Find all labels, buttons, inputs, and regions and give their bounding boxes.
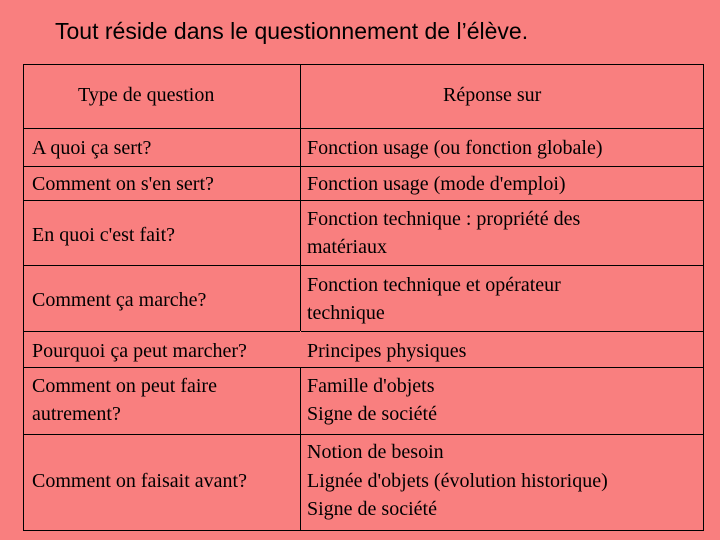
- row-divider: [23, 367, 704, 368]
- question-cell: En quoi c'est fait?: [32, 224, 175, 246]
- question-cell: A quoi ça sert?: [32, 137, 152, 159]
- divider-gap: [300, 331, 301, 367]
- row-divider: [23, 265, 704, 266]
- question-cell: Comment on peut faire: [32, 375, 217, 397]
- slide-title: Tout réside dans le questionnement de l’élève.: [55, 18, 529, 44]
- row-divider: [23, 331, 704, 332]
- question-cell: Comment on faisait avant?: [32, 470, 247, 492]
- answer-cell: Principes physiques: [307, 340, 467, 362]
- question-cell: autrement?: [32, 403, 121, 425]
- answer-cell: technique: [307, 302, 385, 324]
- header-question-type: Type de question: [78, 84, 215, 106]
- row-divider: [23, 128, 704, 129]
- answer-cell: Famille d'objets: [307, 375, 435, 397]
- answer-cell: Notion de besoin: [307, 441, 444, 463]
- answer-cell: Signe de société: [307, 498, 437, 520]
- answer-cell: matériaux: [307, 236, 387, 258]
- header-answer: Réponse sur: [443, 84, 542, 106]
- answer-cell: Signe de société: [307, 403, 437, 425]
- question-cell: Comment on s'en sert?: [32, 173, 214, 195]
- answer-cell: Fonction usage (ou fonction globale): [307, 137, 603, 159]
- row-divider: [23, 166, 704, 167]
- answer-cell: Fonction technique et opérateur: [307, 274, 561, 296]
- column-divider: [300, 64, 301, 531]
- row-divider: [23, 200, 704, 201]
- question-cell: Pourquoi ça peut marcher?: [32, 340, 247, 362]
- answer-cell: Fonction usage (mode d'emploi): [307, 173, 566, 195]
- answer-cell: Lignée d'objets (évolution historique): [307, 470, 608, 492]
- row-divider: [23, 434, 704, 435]
- question-cell: Comment ça marche?: [32, 289, 207, 311]
- answer-cell: Fonction technique : propriété des: [307, 208, 581, 230]
